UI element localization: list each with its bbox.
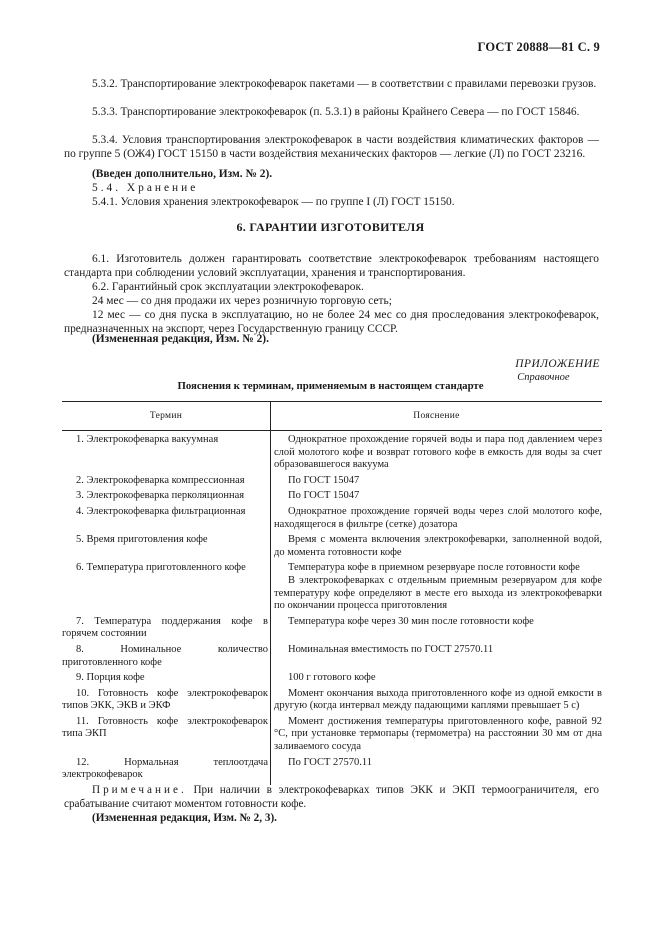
table-row — [62, 716, 602, 757]
paragraph-6-2: 6.2. Гарантийный срок эксплуатации электрокофеварок. — [92, 281, 364, 293]
term-cell: 12. Нормальная теплоотдача электрокофеварок — [62, 756, 268, 781]
page-header: ГОСТ 20888—81 С. 9 — [477, 40, 600, 54]
paragraph-5-3-4: 5.3.4. Условия транспортирования электрокофеварок в части воздействия климатических факторов — по группе 5 (ОЖ4) ГОСТ 15150 в части воздействия механических факторов — легкие (Л) по ГОСТ 23216. — [64, 134, 599, 161]
explanation-cell: Однократное прохождение горячей воды и пара под давлением через слой молотого кофе и возврат готового кофе в емкость для воды за счет образовавшегося вакуума — [274, 434, 602, 471]
table-row — [62, 431, 602, 475]
term-cell: 5. Время приготовления кофе — [76, 534, 208, 546]
paragraph-6-2-a: 24 мес — со дня продажи их через розничную торговую сеть; — [92, 295, 392, 307]
table-note — [64, 783, 599, 811]
paragraph-5-4: 5.4. Хранение — [92, 182, 199, 194]
term-cell: 6. Температура приготовленного кофе — [76, 562, 246, 574]
term-cell: 7. Температура поддержания кофе в горячем состоянии — [62, 615, 268, 640]
explanation-cell: Температура кофе в приемном резервуаре после готовности кофе — [288, 562, 580, 574]
appendix-title: ПРИЛОЖЕНИЕ — [515, 358, 600, 370]
explanation-cell-extra: В электрокофеварках с отдельным приемным резервуаром для кофе температуру кофе определяют в месте его выхода из электрокофеварки по окончании процесса приготовления — [274, 574, 602, 612]
paragraph-6-2-b: 12 мес — со дня пуска в эксплуатацию, но не более 24 мес со дня проследования электрокофеварок, предназначенных на экспорт, через Государственную границу СССР. — [64, 309, 599, 336]
edit-note-2: (Измененная редакция, Изм. № 2, 3). — [92, 812, 277, 824]
table-header-row — [62, 402, 602, 431]
explanation-cell: Момент окончания выхода приготовленного кофе из одной емкости в другую (когда интервал между падающими каплями превышает 5 с) — [274, 687, 602, 712]
introduced-note: (Введен дополнительно, Изм. № 2). — [92, 168, 273, 180]
paragraph-6-1: 6.1. Изготовитель должен гарантировать соответствие электрокофеварок требованиям настоящего стандарта при соблюдении условий эксплуатации, хранения и транспортирования. — [64, 253, 599, 280]
explanation-cell: Температура кофе через 30 мин после готовности кофе — [288, 615, 534, 627]
term-cell: 3. Электрокофеварка перколяционная — [76, 490, 245, 502]
term-cell: 2. Электрокофеварка компрессионная — [76, 474, 245, 486]
table-row — [62, 644, 602, 672]
note-text: При наличии в электрокофеварках типов ЭКК и ЭКП термоограничителя, его срабатывание считают моментом готовности кофе. — [64, 784, 600, 810]
term-cell: 8. Номинальное количество приготовленного кофе — [62, 643, 268, 668]
note-label: Примечание. — [92, 784, 187, 796]
table-row — [62, 616, 602, 644]
edit-note-1: (Измененная редакция, Изм. № 2). — [92, 333, 269, 345]
table-row — [62, 534, 602, 562]
term-cell: 4. Электрокофеварка фильтрационная — [76, 505, 246, 517]
term-cell: 10. Готовность кофе электрокофеварок типов ЭКК, ЭКВ и ЭКФ — [62, 687, 268, 712]
paragraph-5-4-1: 5.4.1. Условия хранения электрокофеварок — по группе I (Л) ГОСТ 15150. — [92, 196, 455, 208]
table-row — [62, 562, 602, 615]
explanation-cell: По ГОСТ 27570.11 — [288, 756, 373, 768]
terms-table — [62, 401, 602, 785]
explanation-cell: По ГОСТ 15047 — [288, 490, 360, 502]
explanation-cell: Однократное прохождение горячей воды через слой молотого кофе, находящегося в фильтре (сетке) дозатора — [274, 505, 602, 530]
table-caption: Пояснения к терминам, применяемым в настоящем стандарте — [177, 380, 484, 392]
section-6-title: 6. ГАРАНТИИ ИЗГОТОВИТЕЛЯ — [236, 220, 425, 234]
explanation-cell: По ГОСТ 15047 — [288, 474, 360, 486]
term-cell: 1. Электрокофеварка вакуумная — [76, 434, 219, 445]
explanation-cell: Номинальная вместимость по ГОСТ 27570.11 — [288, 643, 494, 655]
column-header-explanation: Пояснение — [271, 402, 603, 431]
explanation-cell: Время с момента включения электрокофеварки, заполненной водой, до момента готовности кофе — [274, 534, 602, 558]
paragraph-5-3-3: 5.3.3. Транспортирование электрокофеварок (п. 5.3.1) в районы Крайнего Севера — по ГОСТ 15846. — [92, 106, 580, 118]
table-row — [62, 757, 602, 785]
table-row — [62, 672, 602, 688]
appendix-subtitle: Справочное — [517, 372, 570, 383]
term-cell: 9. Порция кофе — [76, 672, 145, 684]
column-header-term: Термин — [62, 402, 271, 431]
table-row — [62, 688, 602, 716]
table-row — [62, 475, 602, 491]
table-row — [62, 490, 602, 506]
paragraph-5-3-2: 5.3.2. Транспортирование электрокофеварок пакетами — в соответствии с правилами перевозки грузов. — [92, 78, 597, 90]
explanation-cell: Момент достижения температуры приготовленного кофе, равной 92 °С, при установке термопары (термометра) на расстоянии 30 мм от дна заливаемого сосуда — [274, 715, 602, 753]
table-row — [62, 506, 602, 534]
explanation-cell: 100 г готового кофе — [288, 672, 376, 684]
term-cell: 11. Готовность кофе электрокофеварок типа ЭКП — [62, 715, 268, 740]
